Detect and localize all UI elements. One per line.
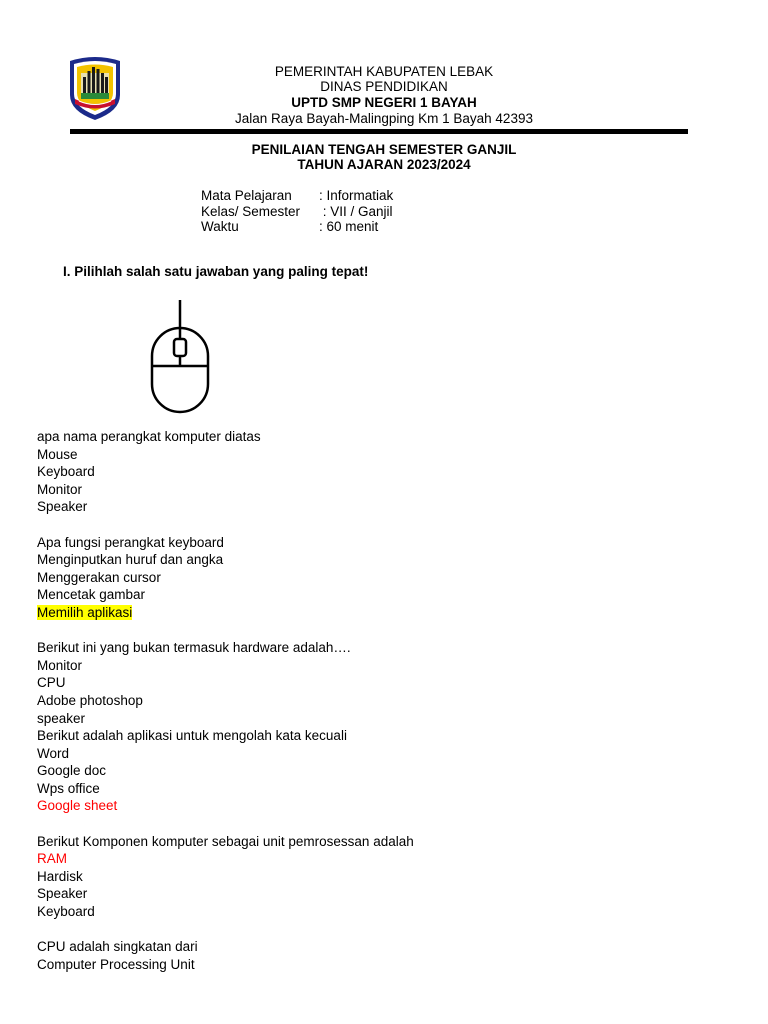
question-line: Berikut Komponen komputer sebagai unit pemrosessan adalah bbox=[37, 833, 414, 849]
question-line: speaker bbox=[37, 710, 86, 726]
letterhead-school: UPTD SMP NEGERI 1 BAYAH bbox=[291, 95, 477, 110]
question-line: Berikut ini yang bukan termasuk hardware adalah…. bbox=[37, 640, 351, 656]
question-line: apa nama perangkat komputer diatas bbox=[37, 429, 261, 444]
letterhead-divider bbox=[70, 129, 688, 134]
question-line: Wps office bbox=[37, 780, 100, 796]
letterhead-department: DINAS PENDIDIKAN bbox=[320, 79, 448, 94]
question-line: Word bbox=[37, 745, 70, 761]
question-line: Hardisk bbox=[37, 868, 83, 884]
question-line: Apa fungsi perangkat keyboard bbox=[37, 534, 224, 550]
question-line: Computer Processing Unit bbox=[37, 956, 195, 972]
letterhead-address: Jalan Raya Bayah-Malingping Km 1 Bayah 42393 bbox=[235, 111, 533, 126]
question-line: Memilih aplikasi bbox=[37, 604, 133, 620]
question-line: CPU bbox=[37, 675, 66, 691]
blank-line bbox=[37, 921, 414, 939]
exam-info bbox=[201, 188, 393, 235]
question-line: Menginputkan huruf dan angka bbox=[37, 552, 224, 568]
question-line: Monitor bbox=[37, 481, 83, 497]
letterhead-government: PEMERINTAH KABUPATEN LEBAK bbox=[274, 64, 494, 79]
question-line: Berikut adalah aplikasi untuk mengolah kata kecuali bbox=[37, 728, 347, 744]
question-line: Keyboard bbox=[37, 904, 95, 920]
question-line: Monitor bbox=[37, 657, 83, 673]
question-line: Keyboard bbox=[37, 464, 95, 480]
blank-line bbox=[37, 516, 414, 534]
info-row-class: Kelas/ Semester : VII / Ganjil bbox=[201, 203, 393, 219]
info-row-subject: Mata Pelajaran : Informatiak bbox=[201, 188, 394, 203]
info-row-time: Waktu : 60 menit bbox=[201, 219, 379, 234]
question-line: Speaker bbox=[37, 886, 88, 902]
exam-title: PENILAIAN TENGAH SEMESTER GANJIL bbox=[251, 142, 517, 157]
question-line: Mencetak gambar bbox=[37, 587, 146, 603]
question-line: Adobe photoshop bbox=[37, 692, 143, 708]
blank-line bbox=[37, 815, 414, 833]
computer-mouse-icon bbox=[148, 298, 212, 414]
question-line: Google doc bbox=[37, 763, 107, 779]
question-line: RAM bbox=[37, 851, 67, 867]
section-heading: I. Pilihlah salah satu jawaban yang paling tepat! bbox=[63, 264, 369, 279]
blank-line bbox=[37, 622, 414, 640]
question-line: Mouse bbox=[37, 446, 78, 462]
question-line: Menggerakan cursor bbox=[37, 569, 161, 585]
question-line: Google sheet bbox=[37, 798, 118, 814]
question-line: Speaker bbox=[37, 499, 88, 515]
question-line: CPU adalah singkatan dari bbox=[37, 939, 198, 955]
exam-year: TAHUN AJARAN 2023/2024 bbox=[297, 157, 471, 172]
question-list bbox=[37, 428, 414, 973]
